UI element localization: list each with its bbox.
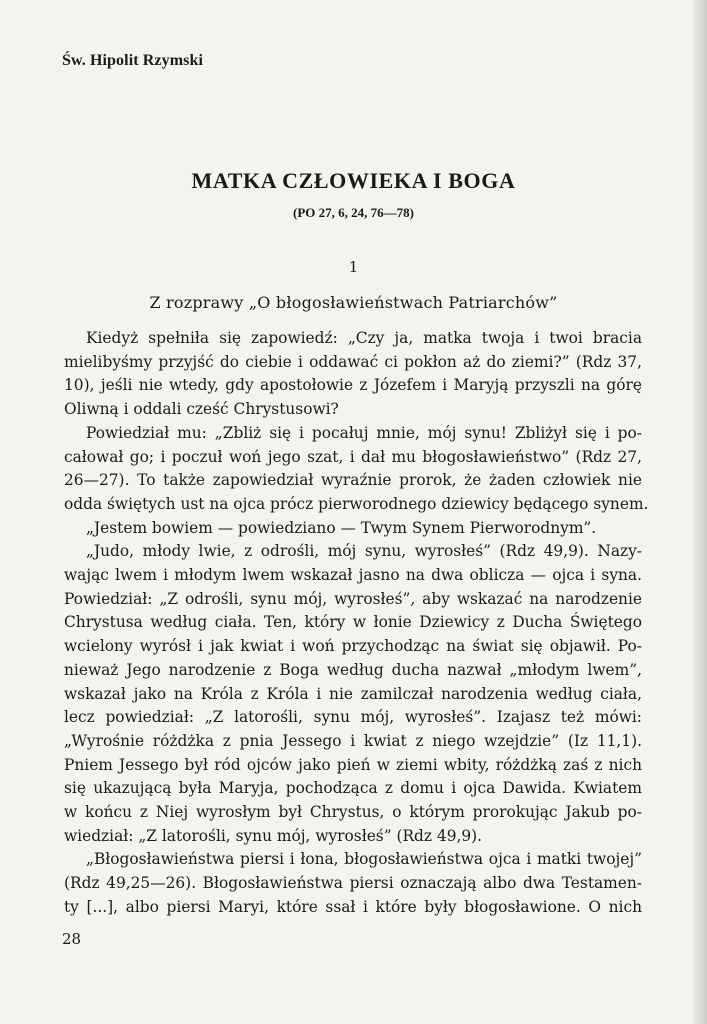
text-line: Kiedyż spełniła się zapowiedź: „Czy ja, matka twoja i twoi bracia [86,329,642,347]
text-line: wając lwem i młodym lwem wskazał jasno na dwa oblicza — ojca i syna. [64,566,642,585]
text-line: mielibyśmy przyjść do ciebie i oddawać ci pokłon aż do ziemi?” (Rdz 37, [64,352,642,371]
text-line: 26—27). To także zapowiedział wyraźnie prorok, że żaden człowiek nie [64,471,642,490]
text-line: „Jestem bowiem — powiedziano — Twym Synem Pierworodnym”. [86,518,597,537]
text-line: Oliwną i oddali cześć Chrystusowi? [64,400,339,419]
text-line: wcielony wyrósł i jak kwiat i woń przychodząc na świat się objawił. Po- [64,637,642,656]
running-head: Św. Hipolit Rzymski [62,52,204,69]
text-line: Powiedział: „Z odrośli, synu mój, wyrosłeś”, aby wskazać na narodzenie [64,589,642,608]
text-line: całował go; i poczuł woń jego szat, i dał mu błogosławieństwo” (Rdz 27, [64,447,642,466]
text-line: wskazał jako na Króla z Króla i nie zamilczał narodzenia według ciała, [64,684,642,703]
text-line: ty [...], albo piersi Maryi, które ssał i które były błogosławione. O nich [64,897,642,916]
text-line: „Błogosławieństwa piersi i łona, błogosławieństwa ojca i matki twojej” [86,850,642,869]
text-line: 10), jeśli nie wtedy, gdy apostołowie z Józefem i Maryją przyszli na górę [64,376,642,395]
text-line: w końcu z Niej wyrosłym był Chrystus, o którym prorokując Jakub po- [64,803,642,822]
text-line: (Rdz 49,25—26). Błogosławieństwa piersi oznaczają albo dwa Testamen- [64,874,642,893]
text-line: „Wyrośnie różdżka z pnia Jessego i kwiat z niego wzejdzie” (Iz 11,1). [64,731,642,750]
text-line: nieważ Jego narodzenie z Boga według ducha nazwał „młodym lwem”, [64,660,642,679]
page-number: 28 [62,930,82,948]
text-line: się ukazującą była Maryja, pochodząca z domu i ojca Dawida. Kwiatem [64,779,642,798]
text-line: Chrystusa według ciała. Ten, który w łonie Dziewicy z Ducha Świętego [64,613,642,632]
text-line: odda świętych ust na ojca prócz pierworodnego dziewicy będącego synem. [64,494,649,513]
section-number: 1 [348,258,359,276]
text-line: Pniem Jessego był ród ojców jako pień w ziemi wbity, różdżką zaś z nich [64,755,642,774]
text-line: Powiedział mu: „Zbliż się i pocałuj mnie, mój synu! Zbliżył się i po- [86,423,642,442]
page-gutter-shadow [693,0,707,1024]
body-text [64,327,649,920]
chapter-title: MATKA CZŁOWIEKA I BOGA [191,168,516,193]
chapter-source-reference: (PO 27, 6, 24, 76—78) [293,205,414,220]
text-line: wiedział: „Z latorośli, synu mój, wyrosłeś” (Rdz 49,9). [64,826,483,845]
text-line: „Judo, młody lwie, z odrośli, mój synu, wyrosłeś” (Rdz 49,9). Nazy- [86,542,642,561]
text-line: lecz powiedział: „Z latorośli, synu mój, wyrosłeś”. Izajasz też mówi: [64,708,642,727]
section-heading: Z rozprawy „O błogosławieństwach Patriarchów” [149,293,558,312]
